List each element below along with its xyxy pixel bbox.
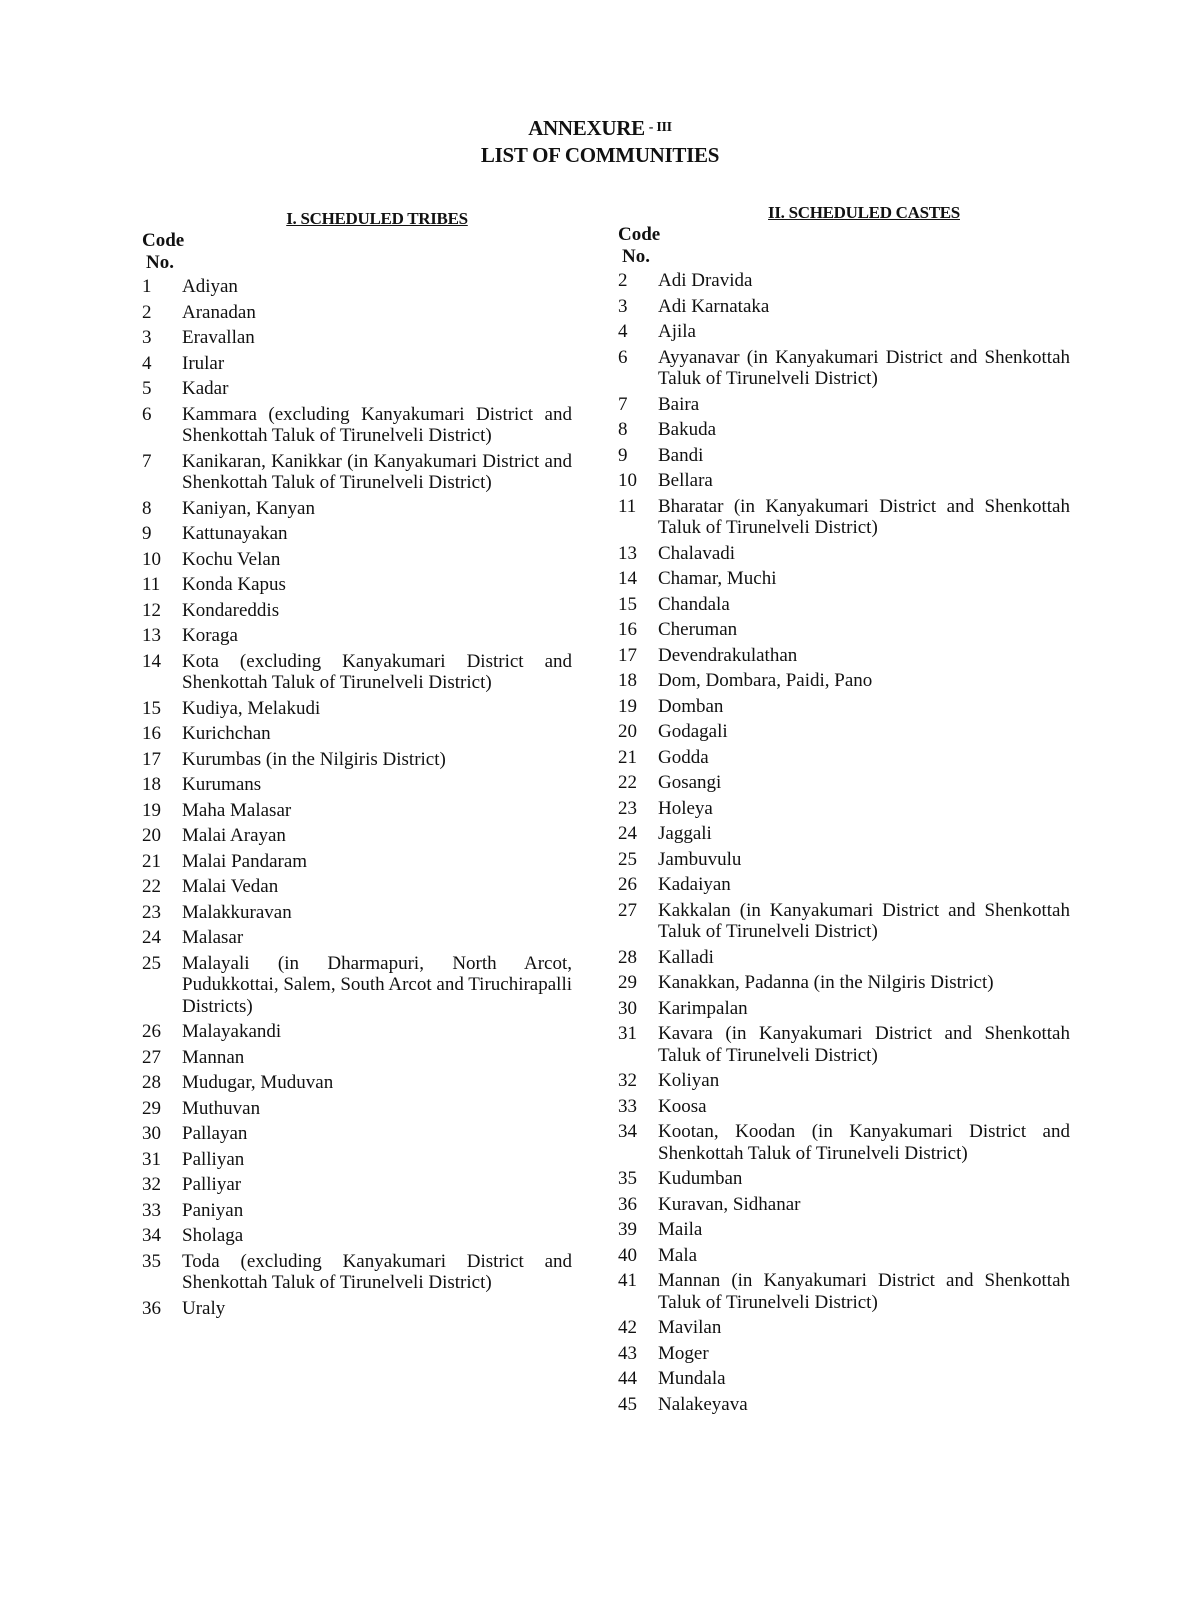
community-row xyxy=(618,874,1070,896)
code-number: 14 xyxy=(142,650,161,672)
code-number: 32 xyxy=(142,1174,161,1195)
community-name: Mavilan xyxy=(658,1317,722,1338)
community-name: Malai Arayan xyxy=(182,825,286,846)
code-label: Code xyxy=(618,224,661,245)
community-row xyxy=(618,1368,1070,1390)
community-name: Ajila xyxy=(658,321,696,342)
community-row xyxy=(142,1149,572,1171)
community-row xyxy=(618,747,1070,769)
community-name: Kurumbas (in the Nilgiris District) xyxy=(182,748,446,770)
community-row xyxy=(618,696,1070,718)
community-row xyxy=(142,600,572,622)
community-row xyxy=(618,619,1070,641)
community-row xyxy=(618,645,1070,667)
community-row xyxy=(618,1317,1070,1339)
community-row xyxy=(618,772,1070,794)
document-subtitle: LIST OF COMMUNITIES xyxy=(480,143,720,167)
code-number: 12 xyxy=(142,599,161,621)
community-row xyxy=(142,876,572,898)
community-name: Konda Kapus xyxy=(182,574,286,595)
community-row xyxy=(618,823,1070,845)
code-number: 25 xyxy=(618,848,637,870)
community-row xyxy=(142,1200,572,1222)
community-name: Kootan, Koodan (in Kanyakumari District and Shenkottah Taluk of Tirunelveli District) xyxy=(658,1121,1070,1164)
community-name: Muthuvan xyxy=(182,1097,261,1119)
community-name: Paniyan xyxy=(182,1199,244,1221)
scheduled-castes-list xyxy=(618,270,1070,1415)
code-number: 42 xyxy=(618,1317,637,1338)
community-name: Jambuvulu xyxy=(658,848,742,870)
community-row xyxy=(142,851,572,873)
community-row xyxy=(618,1394,1070,1416)
annexure-label: ANNEXURE xyxy=(528,116,645,140)
code-number: 29 xyxy=(618,972,637,993)
community-row xyxy=(142,1123,572,1145)
community-name: Karimpalan xyxy=(658,997,748,1019)
community-row xyxy=(142,404,572,447)
community-name: Maha Malasar xyxy=(182,799,292,821)
community-row xyxy=(618,470,1070,492)
community-name: Mundala xyxy=(658,1368,726,1389)
community-row xyxy=(142,1098,572,1120)
code-number: 2 xyxy=(618,270,628,291)
community-name: Kochu Velan xyxy=(182,548,281,570)
code-number: 19 xyxy=(618,695,637,717)
community-row xyxy=(618,1121,1070,1164)
community-row xyxy=(618,998,1070,1020)
community-row xyxy=(618,900,1070,943)
no-label: No. xyxy=(622,246,650,267)
community-name: Toda (excluding Kanyakumari District and Shenkottah Taluk of Tirunelveli District) xyxy=(182,1250,572,1293)
community-row xyxy=(618,321,1070,343)
community-row xyxy=(618,1219,1070,1241)
code-number: 36 xyxy=(142,1297,161,1319)
community-name: Kurumans xyxy=(182,774,262,795)
community-row xyxy=(618,1070,1070,1092)
code-number: 23 xyxy=(142,901,161,923)
community-row xyxy=(142,825,572,847)
community-row xyxy=(618,947,1070,969)
community-row xyxy=(618,568,1070,590)
code-label: Code xyxy=(142,230,185,251)
code-number: 7 xyxy=(142,450,152,472)
code-number: 8 xyxy=(618,419,628,440)
community-row xyxy=(142,378,572,400)
community-row xyxy=(618,1194,1070,1216)
community-name: Malayakandi xyxy=(182,1021,282,1042)
community-row xyxy=(618,1245,1070,1267)
community-row xyxy=(618,347,1070,390)
community-name: Bellara xyxy=(658,470,713,491)
code-number: 26 xyxy=(142,1021,161,1042)
code-number: 1 xyxy=(142,276,152,297)
code-number: 30 xyxy=(142,1123,161,1144)
code-number: 32 xyxy=(618,1070,637,1091)
code-number: 35 xyxy=(142,1250,161,1272)
code-number: 20 xyxy=(142,825,161,846)
code-number: 28 xyxy=(142,1072,161,1093)
scheduled-castes-heading: II. SCHEDULED CASTES xyxy=(768,203,960,222)
community-name: Kuravan, Sidhanar xyxy=(658,1193,801,1215)
community-name: Jaggali xyxy=(658,823,712,844)
code-column-header xyxy=(618,224,1070,268)
code-number: 43 xyxy=(618,1342,637,1364)
code-number: 3 xyxy=(142,327,152,348)
community-row xyxy=(618,1343,1070,1365)
community-name: Koliyan xyxy=(658,1070,720,1091)
no-label: No. xyxy=(146,252,174,273)
community-name: Moger xyxy=(658,1342,709,1364)
code-number: 22 xyxy=(142,876,161,897)
code-number: 26 xyxy=(618,874,637,895)
scheduled-castes-section xyxy=(618,202,1070,1419)
community-name: Kudumban xyxy=(658,1168,743,1189)
community-name: Maila xyxy=(658,1219,703,1240)
community-row xyxy=(142,276,572,298)
community-name: Kadar xyxy=(182,378,229,399)
community-row xyxy=(618,1096,1070,1118)
community-name: Kavara (in Kanyakumari District and Shenkottah Taluk of Tirunelveli District) xyxy=(658,1023,1070,1066)
community-name: Adiyan xyxy=(182,276,238,297)
community-name: Koraga xyxy=(182,625,238,646)
code-number: 29 xyxy=(142,1097,161,1119)
community-name: Malasar xyxy=(182,927,244,948)
community-name: Kanikaran, Kanikkar (in Kanyakumari District and Shenkottah Taluk of Tirunelveli District) xyxy=(182,450,572,493)
community-name: Godda xyxy=(658,746,709,768)
community-row xyxy=(142,1251,572,1294)
community-row xyxy=(142,451,572,494)
community-row xyxy=(142,774,572,796)
community-name: Baira xyxy=(658,393,700,415)
community-name: Kammara (excluding Kanyakumari District and Shenkottah Taluk of Tirunelveli District) xyxy=(182,403,572,446)
document-header xyxy=(0,114,1200,169)
community-name: Pallayan xyxy=(182,1123,248,1144)
code-number: 16 xyxy=(142,723,161,744)
code-number: 22 xyxy=(618,772,637,793)
community-row xyxy=(618,496,1070,539)
code-number: 25 xyxy=(142,952,161,974)
community-name: Holeya xyxy=(658,797,713,819)
code-number: 40 xyxy=(618,1244,637,1266)
community-row xyxy=(618,849,1070,871)
community-name: Dom, Dombara, Paidi, Pano xyxy=(658,670,873,691)
community-name: Irular xyxy=(182,352,225,374)
community-name: Adi Karnataka xyxy=(658,295,770,317)
community-row xyxy=(618,972,1070,994)
scheduled-tribes-section xyxy=(142,208,572,1323)
community-row xyxy=(142,1072,572,1094)
community-name: Malakkuravan xyxy=(182,901,292,923)
community-name: Nalakeyava xyxy=(658,1393,748,1415)
community-row xyxy=(142,574,572,596)
code-number: 13 xyxy=(142,625,161,646)
community-name: Kakkalan (in Kanyakumari District and Shenkottah Taluk of Tirunelveli District) xyxy=(658,899,1070,942)
community-row xyxy=(142,953,572,1018)
code-number: 15 xyxy=(142,697,161,719)
code-number: 39 xyxy=(618,1219,637,1240)
code-number: 4 xyxy=(142,352,152,374)
code-number: 18 xyxy=(618,670,637,691)
community-row xyxy=(142,927,572,949)
community-row xyxy=(142,651,572,694)
code-number: 33 xyxy=(142,1199,161,1221)
community-row xyxy=(618,419,1070,441)
code-number: 19 xyxy=(142,799,161,821)
community-name: Sholaga xyxy=(182,1225,244,1246)
community-name: Cheruman xyxy=(658,619,738,640)
code-number: 3 xyxy=(618,295,628,317)
community-row xyxy=(142,1021,572,1043)
community-row xyxy=(618,721,1070,743)
community-name: Eravallan xyxy=(182,327,255,348)
code-number: 9 xyxy=(142,523,152,544)
community-row xyxy=(618,394,1070,416)
community-row xyxy=(142,1298,572,1320)
community-name: Bandi xyxy=(658,444,704,466)
community-name: Koosa xyxy=(658,1095,707,1117)
community-name: Malai Vedan xyxy=(182,876,279,897)
community-name: Bharatar (in Kanyakumari District and Shenkottah Taluk of Tirunelveli District) xyxy=(658,495,1070,538)
community-name: Palliyar xyxy=(182,1174,242,1195)
community-row xyxy=(142,723,572,745)
code-number: 11 xyxy=(618,495,637,517)
community-name: Kalladi xyxy=(658,946,714,968)
code-number: 16 xyxy=(618,619,637,640)
community-name: Chalavadi xyxy=(658,542,736,564)
community-row xyxy=(142,327,572,349)
community-name: Domban xyxy=(658,695,724,717)
code-number: 8 xyxy=(142,497,152,519)
community-name: Gosangi xyxy=(658,772,722,793)
community-name: Kaniyan, Kanyan xyxy=(182,497,315,519)
community-name: Mannan (in Kanyakumari District and Shenkottah Taluk of Tirunelveli District) xyxy=(658,1270,1070,1313)
community-name: Kota (excluding Kanyakumari District and Shenkottah Taluk of Tirunelveli District) xyxy=(182,650,572,693)
code-number: 21 xyxy=(618,746,637,768)
community-row xyxy=(142,1047,572,1069)
community-name: Mannan xyxy=(182,1046,245,1068)
community-name: Kurichchan xyxy=(182,723,271,744)
community-row xyxy=(618,1168,1070,1190)
code-number: 31 xyxy=(142,1148,161,1170)
code-number: 10 xyxy=(142,548,161,570)
code-number: 20 xyxy=(618,721,637,742)
code-number: 13 xyxy=(618,542,637,564)
community-row xyxy=(142,625,572,647)
community-row xyxy=(618,543,1070,565)
code-number: 6 xyxy=(142,403,152,425)
community-row xyxy=(618,270,1070,292)
code-number: 33 xyxy=(618,1095,637,1117)
community-row xyxy=(142,549,572,571)
code-number: 28 xyxy=(618,946,637,968)
community-name: Kattunayakan xyxy=(182,523,288,544)
code-number: 17 xyxy=(618,644,637,666)
code-number: 34 xyxy=(618,1121,637,1142)
community-row xyxy=(618,1270,1070,1313)
community-row xyxy=(142,302,572,324)
community-row xyxy=(142,1174,572,1196)
code-number: 11 xyxy=(142,574,161,595)
code-number: 5 xyxy=(142,378,152,399)
code-number: 31 xyxy=(618,1023,637,1044)
community-row xyxy=(618,798,1070,820)
code-number: 7 xyxy=(618,393,628,415)
code-number: 6 xyxy=(618,346,628,368)
code-number: 24 xyxy=(618,823,637,844)
annexure-title xyxy=(0,114,1200,142)
community-row xyxy=(142,698,572,720)
community-row xyxy=(618,1023,1070,1066)
code-number: 34 xyxy=(142,1225,161,1246)
code-number: 44 xyxy=(618,1368,637,1389)
community-name: Uraly xyxy=(182,1297,226,1319)
community-row xyxy=(618,296,1070,318)
code-number: 9 xyxy=(618,444,628,466)
code-number: 4 xyxy=(618,321,628,342)
community-name: Malayali (in Dharmapuri, North Arcot, Pudukkottai, Salem, South Arcot and Tiruchirapalli Districts) xyxy=(182,952,573,1017)
community-row xyxy=(142,353,572,375)
community-name: Devendrakulathan xyxy=(658,644,798,666)
community-row xyxy=(142,523,572,545)
community-name: Ayyanavar (in Kanyakumari District and Shenkottah Taluk of Tirunelveli District) xyxy=(658,346,1070,389)
community-row xyxy=(142,1225,572,1247)
community-row xyxy=(142,902,572,924)
community-name: Malai Pandaram xyxy=(182,850,308,872)
community-name: Kudiya, Melakudi xyxy=(182,697,321,719)
community-name: Mudugar, Muduvan xyxy=(182,1072,334,1093)
code-column-header xyxy=(142,230,572,274)
code-number: 18 xyxy=(142,774,161,795)
community-name: Godagali xyxy=(658,721,728,742)
code-number: 41 xyxy=(618,1270,637,1291)
annexure-number: - III xyxy=(648,120,672,135)
community-row xyxy=(142,498,572,520)
community-name: Aranadan xyxy=(182,301,256,323)
community-name: Palliyan xyxy=(182,1148,245,1170)
code-number: 36 xyxy=(618,1193,637,1215)
community-name: Kadaiyan xyxy=(658,874,731,895)
community-row xyxy=(142,800,572,822)
code-number: 2 xyxy=(142,301,152,323)
code-number: 23 xyxy=(618,797,637,819)
scheduled-tribes-list xyxy=(142,276,572,1319)
code-number: 30 xyxy=(618,997,637,1019)
community-name: Mala xyxy=(658,1244,698,1266)
community-row xyxy=(618,445,1070,467)
community-name: Kondareddis xyxy=(182,599,280,621)
code-number: 21 xyxy=(142,850,161,872)
community-row xyxy=(142,749,572,771)
community-row xyxy=(618,594,1070,616)
code-number: 27 xyxy=(142,1046,161,1068)
community-name: Bakuda xyxy=(658,419,717,440)
code-number: 24 xyxy=(142,927,161,948)
code-number: 27 xyxy=(618,899,637,921)
scheduled-tribes-heading: I. SCHEDULED TRIBES xyxy=(286,209,468,228)
code-number: 10 xyxy=(618,470,637,491)
code-number: 14 xyxy=(618,568,637,589)
community-row xyxy=(618,670,1070,692)
code-number: 45 xyxy=(618,1393,637,1415)
code-number: 15 xyxy=(618,593,637,615)
code-number: 17 xyxy=(142,748,161,770)
community-name: Chandala xyxy=(658,593,730,615)
community-name: Adi Dravida xyxy=(658,270,753,291)
community-name: Kanakkan, Padanna (in the Nilgiris District) xyxy=(658,972,994,993)
community-name: Chamar, Muchi xyxy=(658,568,777,589)
code-number: 35 xyxy=(618,1168,637,1189)
